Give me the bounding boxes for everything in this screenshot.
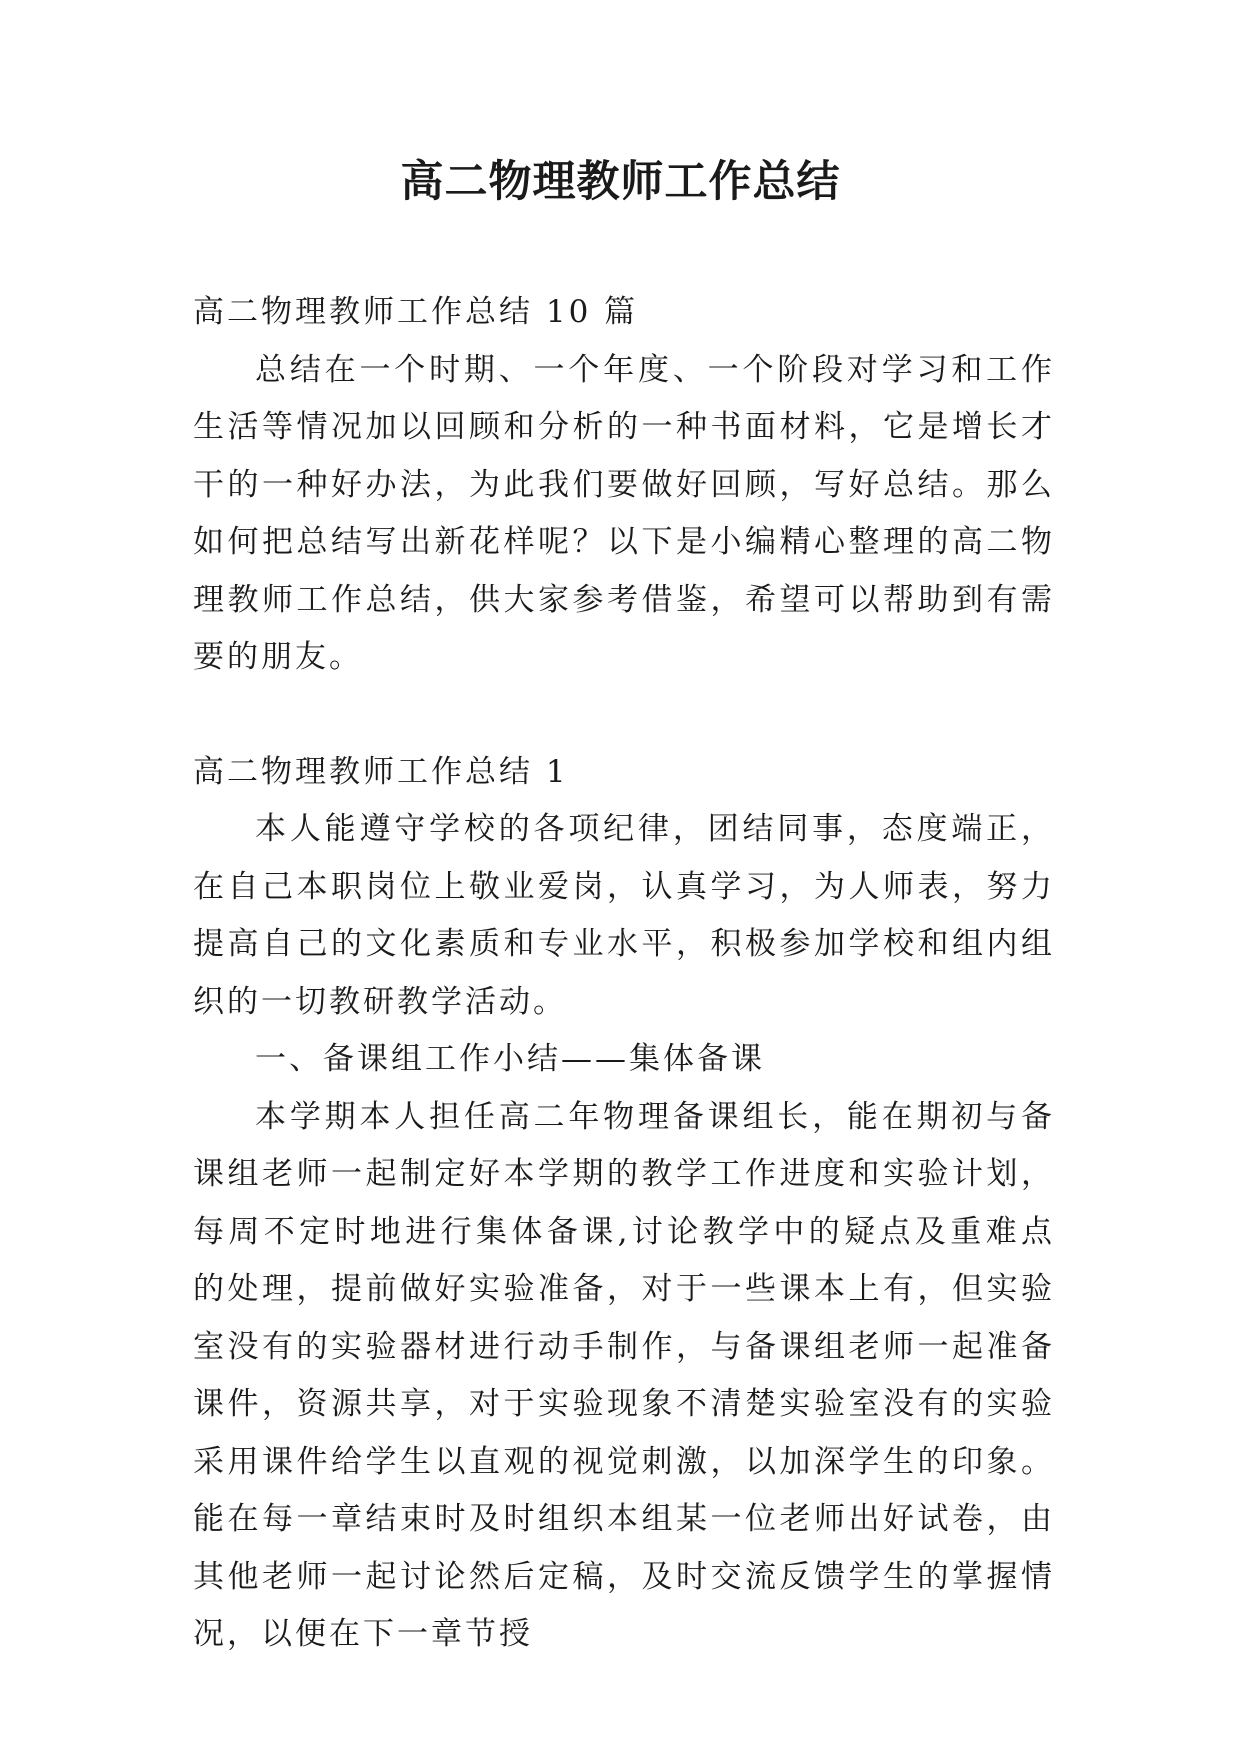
section-gap — [193, 687, 1055, 744]
intro-paragraph: 总结在一个时期、一个年度、一个阶段对学习和工作生活等情况加以回顾和分析的一种书面材料，它是增长才干的一种好办法，为此我们要做好回顾，写好总结。那么如何把总结写出新花样呢？以下是小编精心整理的高二物理教师工作总结，供大家参考借鉴，希望可以帮助到有需要的朋友。 — [193, 351, 1055, 675]
section-paragraph-1: 本人能遵守学校的各项纪律，团结同事，态度端正，在自己本职岗位上敬业爱岗，认真学习，为人师表，努力提高自己的文化素质和专业水平，积极参加学校和组内组织的一切教研教学活动。 — [193, 811, 1055, 1020]
section-heading: 高二物理教师工作总结 1 — [193, 753, 569, 790]
section-paragraph-2: 本学期本人担任高二年物理备课组长，能在期初与备课组老师一起制定好本学期的教学工作进度和实验计划，每周不定时地进行集体备课,讨论教学中的疑点及重难点的处理，提前做好实验准备，对于一些课本上有，但实验室没有的实验器材进行动手制作，与备课组老师一起准备课件，资源共享，对于实验现象不清楚实验室没有的实验采用课件给学生以直观的视觉刺激，以加深学生的印象。能在每一章结束时及时组织本组某一位老师出好试卷，由其他老师一起讨论然后定稿，及时交流反馈学生的掌握情况，以便在下一章节授 — [193, 1098, 1055, 1652]
document-title: 高二物理教师工作总结 — [400, 157, 841, 207]
document-subtitle: 高二物理教师工作总结 10 篇 — [193, 294, 639, 330]
section-subheading: 一、备课组工作小结——集体备课 — [255, 1041, 765, 1077]
document-body — [193, 284, 1055, 1664]
